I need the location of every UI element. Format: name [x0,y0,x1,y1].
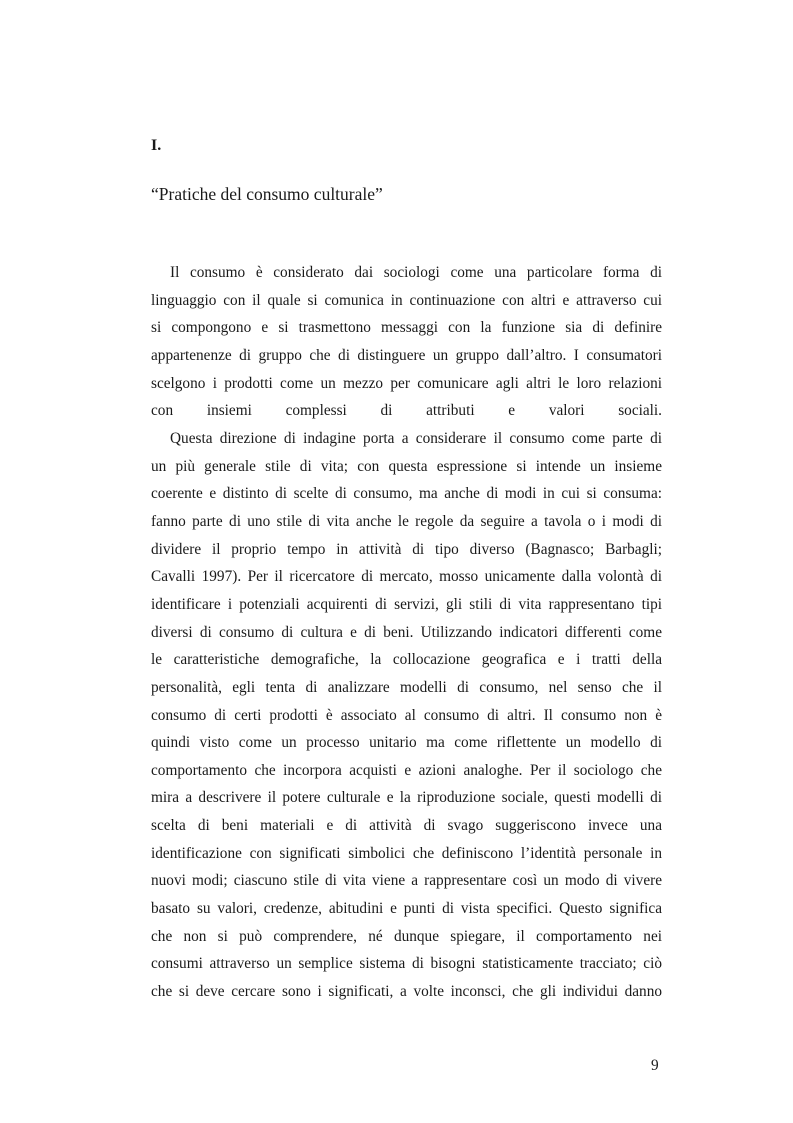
text-line: mira a descrivere il potere culturale e la riproduzione sociale, questi modelli di [151,789,662,807]
text-line: un più generale stile di vita; con questa espressione si intende un insieme [151,457,662,475]
paragraph [151,425,662,1006]
paragraph [151,259,662,425]
text-line: coerente e distinto di scelte di consumo, ma anche di modi in cui si consuma: [151,485,662,503]
text-line: Questa direzione di indagine porta a considerare il consumo come parte di [170,429,662,447]
text-line: che si deve cercare sono i significati, a volte inconsci, che gli individui danno [151,983,662,1001]
text-line: linguaggio con il quale si comunica in continuazione con altri e attraverso cui [151,291,662,309]
text-line: con insiemi complessi di attributi e valori sociali. [151,402,662,420]
chapter-title: “Pratiche del consumo culturale” [151,184,383,204]
text-line: Il consumo è considerato dai sociologi come una particolare forma di [170,264,662,281]
text-line: quindi visto come un processo unitario ma come riflettente un modello di [151,734,662,752]
chapter-number: I. [151,137,162,154]
text-line: si compongono e si trasmettono messaggi con la funzione sia di definire [151,319,662,337]
body-text [151,259,662,1006]
text-line: scelta di beni materiali e di attività di svago suggeriscono invece una [151,817,662,835]
text-line: consumi attraverso un semplice sistema di bisogni statisticamente tracciato; ciò [151,955,662,973]
text-line: basato su valori, credenze, abitudini e punti di vista specifici. Questo significa [151,900,662,918]
text-line: identificazione con significati simbolici che definiscono l’identità personale in [151,844,662,862]
text-line: fanno parte di uno stile di vita anche le regole da seguire a tavola o i modi di [151,512,662,530]
text-line: le caratteristiche demografiche, la collocazione geografica e i tratti della [151,651,662,669]
text-line: scelgono i prodotti come un mezzo per comunicare agli altri le loro relazioni [151,374,662,392]
text-line: Cavalli 1997). Per il ricercatore di mercato, mosso unicamente dalla volontà di [151,568,662,586]
text-line: appartenenze di gruppo che di distinguere un gruppo dall’altro. I consumatori [151,346,662,364]
text-line: che non si può comprendere, né dunque spiegare, il comportamento nei [151,927,662,945]
text-line: dividere il proprio tempo in attività di tipo diverso (Bagnasco; Barbagli; [151,540,662,558]
page-number: 9 [651,1057,659,1074]
text-line: nuovi modi; ciascuno stile di vita viene a rappresentare così un modo di vivere [151,872,662,890]
text-line: consumo di certi prodotti è associato al consumo di altri. Il consumo non è [151,706,662,724]
text-line: comportamento che incorpora acquisti e azioni analoghe. Per il sociologo che [151,761,662,779]
text-line: diversi di consumo di cultura e di beni. Utilizzando indicatori differenti come [151,623,662,641]
text-line: identificare i potenziali acquirenti di servizi, gli stili di vita rappresentano tipi [151,595,662,613]
text-line: personalità, egli tenta di analizzare modelli di consumo, nel senso che il [151,678,662,696]
